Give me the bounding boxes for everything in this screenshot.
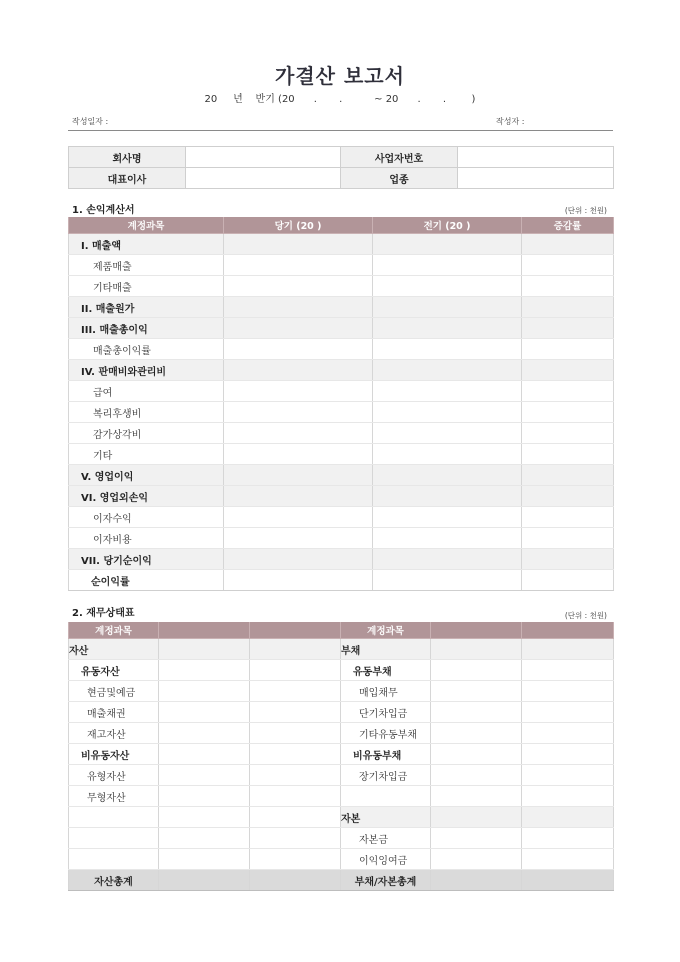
is-previous-value[interactable] — [373, 360, 522, 381]
is-row — [69, 549, 614, 570]
income-statement-unit: (단위 : 천원) — [564, 206, 607, 215]
bs-liability-value[interactable] — [522, 681, 614, 702]
bs-asset-label: 유동자산 — [69, 660, 159, 681]
bs-liability-value[interactable] — [522, 723, 614, 744]
balance-sheet-title: 2. 재무상태표 — [72, 608, 135, 619]
bs-asset-label: 자산 — [69, 639, 159, 660]
bs-row — [69, 723, 614, 744]
is-change-rate[interactable] — [522, 465, 614, 486]
bs-asset-label: 유형자산 — [69, 765, 159, 786]
bs-row — [69, 828, 614, 849]
is-change-rate[interactable] — [522, 318, 614, 339]
is-account-label: II. 매출원가 — [69, 297, 224, 318]
bs-row — [69, 702, 614, 723]
bs-liability-value[interactable] — [431, 849, 522, 870]
is-previous-value[interactable] — [373, 549, 522, 570]
bs-asset-value[interactable] — [159, 702, 250, 723]
balance-sheet-table — [68, 622, 614, 891]
bs-header-left-col3 — [250, 622, 341, 639]
is-row — [69, 318, 614, 339]
is-change-rate[interactable] — [522, 444, 614, 465]
is-account-label: 감가상각비 — [69, 423, 224, 444]
bs-row — [69, 786, 614, 807]
bs-asset-value[interactable] — [250, 849, 341, 870]
bs-liability-label: 비유동부채 — [341, 744, 431, 765]
bs-header-right-account: 계정과목 — [341, 622, 431, 639]
is-change-rate[interactable] — [522, 507, 614, 528]
is-row — [69, 297, 614, 318]
bs-asset-label — [69, 807, 159, 828]
bs-asset-value[interactable] — [159, 723, 250, 744]
bs-asset-value[interactable] — [159, 660, 250, 681]
total-liabilities-equity-value[interactable] — [431, 870, 522, 891]
is-row — [69, 360, 614, 381]
is-header-previous: 전기 (20 ) — [373, 217, 522, 234]
bs-liability-value[interactable] — [522, 660, 614, 681]
bs-liability-label: 이익잉여금 — [341, 849, 431, 870]
bs-asset-value[interactable] — [159, 765, 250, 786]
bs-asset-value[interactable] — [250, 765, 341, 786]
bs-liability-value[interactable] — [431, 660, 522, 681]
bs-liability-value[interactable] — [431, 765, 522, 786]
bs-asset-value[interactable] — [250, 786, 341, 807]
is-account-label: 이자비용 — [69, 528, 224, 549]
is-account-label: 기타 — [69, 444, 224, 465]
bs-asset-value[interactable] — [159, 849, 250, 870]
report-title: 가결산 보고서 — [275, 64, 405, 88]
bs-liability-label: 매입채무 — [341, 681, 431, 702]
is-previous-value[interactable] — [373, 507, 522, 528]
bs-asset-value[interactable] — [159, 681, 250, 702]
written-date-label: 작성일자 : — [72, 117, 109, 126]
ceo-label: 대표이사 — [69, 168, 186, 189]
is-current-value[interactable] — [224, 486, 373, 507]
income-statement-title: 1. 손익계산서 — [72, 205, 135, 216]
is-account-label: 순이익률 — [69, 570, 224, 591]
biz-no-field[interactable] — [458, 147, 614, 168]
bs-asset-value[interactable] — [250, 807, 341, 828]
is-row — [69, 570, 614, 591]
is-current-value[interactable] — [224, 234, 373, 255]
is-previous-value[interactable] — [373, 381, 522, 402]
is-account-label: III. 매출총이익 — [69, 318, 224, 339]
is-current-value[interactable] — [224, 318, 373, 339]
is-current-value[interactable] — [224, 381, 373, 402]
bs-liability-value[interactable] — [431, 807, 522, 828]
is-change-rate[interactable] — [522, 297, 614, 318]
bs-liability-value[interactable] — [522, 828, 614, 849]
total-liabilities-equity-value[interactable] — [522, 870, 614, 891]
is-row — [69, 255, 614, 276]
bs-liability-label: 단기차입금 — [341, 702, 431, 723]
is-row — [69, 507, 614, 528]
bs-asset-label: 재고자산 — [69, 723, 159, 744]
bs-row — [69, 849, 614, 870]
industry-field[interactable] — [458, 168, 614, 189]
is-change-rate[interactable] — [522, 276, 614, 297]
is-previous-value[interactable] — [373, 444, 522, 465]
total-assets-value[interactable] — [159, 870, 250, 891]
bs-liability-value[interactable] — [431, 723, 522, 744]
is-account-label: I. 매출액 — [69, 234, 224, 255]
is-previous-value[interactable] — [373, 276, 522, 297]
bs-liability-value[interactable] — [522, 702, 614, 723]
is-previous-value[interactable] — [373, 255, 522, 276]
bs-header-left-account: 계정과목 — [69, 622, 159, 639]
report-period: 20 년 반기 (20 . . ~ 20 . . ) — [204, 94, 476, 105]
header-rule — [68, 130, 613, 131]
is-previous-value[interactable] — [373, 339, 522, 360]
ceo-field[interactable] — [186, 168, 341, 189]
is-current-value[interactable] — [224, 528, 373, 549]
is-row — [69, 444, 614, 465]
is-account-label: 이자수익 — [69, 507, 224, 528]
bs-liability-value[interactable] — [522, 786, 614, 807]
company-info-table — [68, 146, 614, 189]
is-header-current: 당기 (20 ) — [224, 217, 373, 234]
is-previous-value[interactable] — [373, 297, 522, 318]
bs-row — [69, 681, 614, 702]
bs-liability-value[interactable] — [522, 807, 614, 828]
bs-liability-value[interactable] — [522, 744, 614, 765]
is-account-label: 기타매출 — [69, 276, 224, 297]
is-current-value[interactable] — [224, 507, 373, 528]
bs-asset-value[interactable] — [250, 744, 341, 765]
is-previous-value[interactable] — [373, 402, 522, 423]
total-assets-value[interactable] — [250, 870, 341, 891]
is-change-rate[interactable] — [522, 234, 614, 255]
income-statement-table — [68, 217, 614, 591]
bs-liability-value[interactable] — [522, 765, 614, 786]
is-previous-value[interactable] — [373, 318, 522, 339]
bs-asset-label: 비유동자산 — [69, 744, 159, 765]
bs-asset-value[interactable] — [159, 807, 250, 828]
is-previous-value[interactable] — [373, 465, 522, 486]
bs-asset-value[interactable] — [159, 744, 250, 765]
is-change-rate[interactable] — [522, 549, 614, 570]
company-name-label: 회사명 — [69, 147, 186, 168]
bs-asset-label — [69, 828, 159, 849]
is-account-label: 제품매출 — [69, 255, 224, 276]
bs-liability-value[interactable] — [431, 828, 522, 849]
bs-header-right-col3 — [522, 622, 614, 639]
industry-label: 업종 — [341, 168, 458, 189]
bs-row — [69, 744, 614, 765]
bs-asset-value[interactable] — [250, 702, 341, 723]
is-previous-value[interactable] — [373, 570, 522, 591]
total-liabilities-equity-label: 부채/자본총계 — [341, 870, 431, 891]
bs-asset-value[interactable] — [250, 639, 341, 660]
bs-asset-label: 무형자산 — [69, 786, 159, 807]
is-change-rate[interactable] — [522, 339, 614, 360]
bs-row — [69, 660, 614, 681]
is-row — [69, 402, 614, 423]
bs-row — [69, 765, 614, 786]
is-previous-value[interactable] — [373, 528, 522, 549]
is-row — [69, 234, 614, 255]
is-current-value[interactable] — [224, 423, 373, 444]
is-current-value[interactable] — [224, 255, 373, 276]
bs-liability-value[interactable] — [431, 639, 522, 660]
is-row — [69, 486, 614, 507]
is-account-label: 복리후생비 — [69, 402, 224, 423]
is-change-rate[interactable] — [522, 360, 614, 381]
is-account-label: V. 영업이익 — [69, 465, 224, 486]
bs-liability-label: 장기차입금 — [341, 765, 431, 786]
bs-liability-label — [341, 786, 431, 807]
is-account-label: 급여 — [69, 381, 224, 402]
is-current-value[interactable] — [224, 297, 373, 318]
is-row — [69, 276, 614, 297]
bs-liability-label: 기타유동부채 — [341, 723, 431, 744]
biz-no-label: 사업자번호 — [341, 147, 458, 168]
bs-liability-label: 유동부채 — [341, 660, 431, 681]
is-change-rate[interactable] — [522, 255, 614, 276]
is-change-rate[interactable] — [522, 381, 614, 402]
is-current-value[interactable] — [224, 570, 373, 591]
bs-liability-value[interactable] — [431, 702, 522, 723]
is-row — [69, 528, 614, 549]
is-previous-value[interactable] — [373, 423, 522, 444]
bs-liability-label: 부채 — [341, 639, 431, 660]
bs-total-row — [69, 870, 614, 891]
is-change-rate[interactable] — [522, 402, 614, 423]
is-account-label: 매출총이익률 — [69, 339, 224, 360]
bs-asset-value[interactable] — [250, 660, 341, 681]
is-account-label: IV. 판매비와관리비 — [69, 360, 224, 381]
bs-liability-value[interactable] — [431, 744, 522, 765]
is-current-value[interactable] — [224, 360, 373, 381]
is-header-change: 증감률 — [522, 217, 614, 234]
is-change-rate[interactable] — [522, 570, 614, 591]
bs-row — [69, 807, 614, 828]
is-previous-value[interactable] — [373, 486, 522, 507]
bs-asset-label: 현금및예금 — [69, 681, 159, 702]
is-change-rate[interactable] — [522, 528, 614, 549]
is-current-value[interactable] — [224, 465, 373, 486]
bs-asset-value[interactable] — [250, 828, 341, 849]
is-header-account: 계정과목 — [69, 217, 224, 234]
bs-asset-label: 매출채권 — [69, 702, 159, 723]
is-row — [69, 465, 614, 486]
bs-liability-value[interactable] — [431, 786, 522, 807]
bs-asset-value[interactable] — [159, 786, 250, 807]
bs-liability-label: 자본 — [341, 807, 431, 828]
is-change-rate[interactable] — [522, 423, 614, 444]
is-current-value[interactable] — [224, 444, 373, 465]
bs-asset-label — [69, 849, 159, 870]
bs-header-right-col2 — [431, 622, 522, 639]
is-row — [69, 381, 614, 402]
company-name-field[interactable] — [186, 147, 341, 168]
bs-liability-value[interactable] — [522, 639, 614, 660]
bs-row — [69, 639, 614, 660]
is-current-value[interactable] — [224, 339, 373, 360]
is-account-label: VII. 당기순이익 — [69, 549, 224, 570]
bs-liability-value[interactable] — [522, 849, 614, 870]
is-account-label: VI. 영업외손익 — [69, 486, 224, 507]
is-current-value[interactable] — [224, 549, 373, 570]
is-change-rate[interactable] — [522, 486, 614, 507]
is-current-value[interactable] — [224, 402, 373, 423]
is-current-value[interactable] — [224, 276, 373, 297]
bs-liability-value[interactable] — [431, 681, 522, 702]
bs-asset-value[interactable] — [159, 828, 250, 849]
is-previous-value[interactable] — [373, 234, 522, 255]
bs-liability-label: 자본금 — [341, 828, 431, 849]
balance-sheet-unit: (단위 : 천원) — [564, 611, 607, 620]
is-row — [69, 423, 614, 444]
total-assets-label: 자산총계 — [69, 870, 159, 891]
bs-asset-value[interactable] — [250, 681, 341, 702]
writer-label: 작성자 : — [496, 117, 525, 126]
bs-asset-value[interactable] — [250, 723, 341, 744]
is-row — [69, 339, 614, 360]
bs-header-left-col2 — [159, 622, 250, 639]
bs-asset-value[interactable] — [159, 639, 250, 660]
